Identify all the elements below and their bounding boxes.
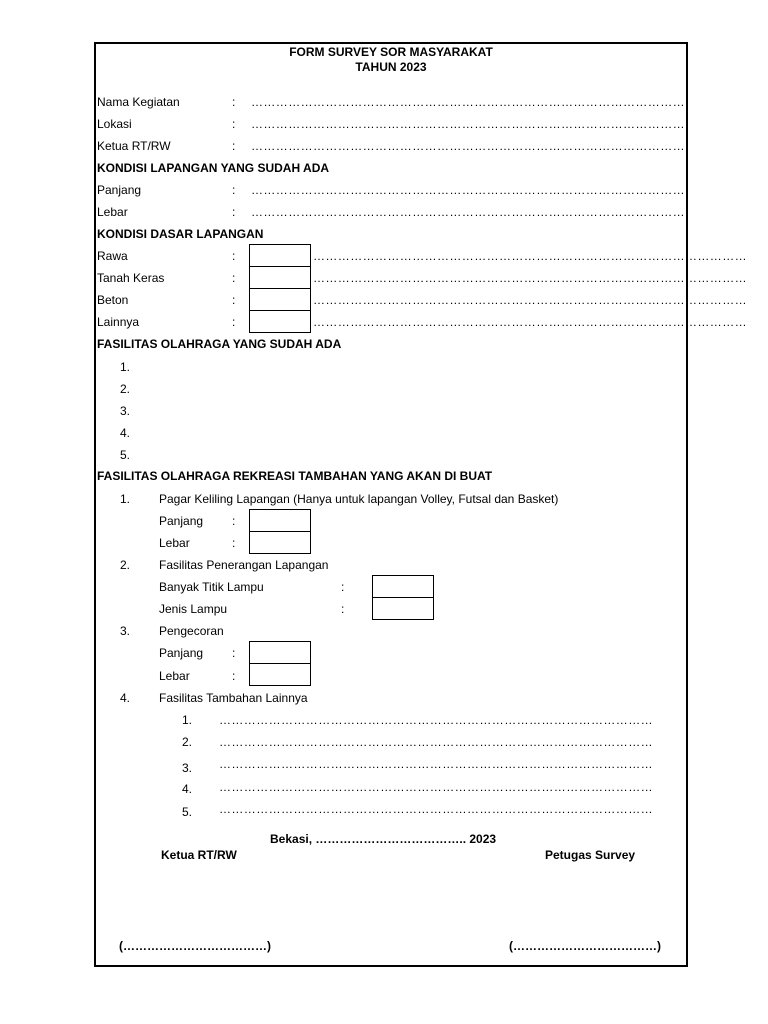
colon: : [232,249,236,263]
form-year: TAHUN 2023 [355,60,427,74]
tanah-keras-note-field[interactable]: …………………………………………………………………………………………… [313,271,747,285]
place-date: Bekasi, ……………………………….. 2023 [270,832,497,846]
fasilitas-lainnya-field-3[interactable]: …………………………………………………………………………………………… [219,757,653,771]
colon: : [232,183,236,197]
label-titik-lampu: Banyak Titik Lampu [159,580,264,594]
fasilitas-lainnya-field-2[interactable]: …………………………………………………………………………………………… [219,735,653,749]
colon: : [232,536,236,550]
sub-list-number: 3. [182,761,193,775]
label-lainnya: Lainnya [97,315,140,329]
list-number: 4. [120,426,131,440]
nama-kegiatan-field[interactable]: …………………………………………………………………………………………… [251,95,685,109]
list-number: 4. [120,691,131,705]
signature-ketua-field[interactable]: (………………………………) [119,939,271,953]
signer-petugas-label: Petugas Survey [545,848,636,862]
colon: : [232,646,236,660]
list-number: 1. [120,492,131,506]
list-number: 3. [120,404,131,418]
rawa-note-field[interactable]: …………………………………………………………………………………………… [313,249,747,263]
label-fasilitas-lainnya: Fasilitas Tambahan Lainnya [159,691,308,705]
label-beton: Beton [97,293,129,307]
colon: : [232,514,236,528]
colon: : [232,669,236,683]
label-jenis-lampu: Jenis Lampu [159,602,228,616]
list-number: 3. [120,624,131,638]
beton-note-field[interactable]: …………………………………………………………………………………………… [313,293,747,307]
label-lokasi: Lokasi [97,117,132,131]
list-number: 2. [120,558,131,572]
pengecoran-lebar-input[interactable] [249,663,311,686]
colon: : [232,139,236,153]
label-panjang: Panjang [97,183,142,197]
colon: : [232,271,236,285]
signature-petugas-field[interactable]: (………………………………) [509,939,661,953]
label-tanah-keras: Tanah Keras [97,271,165,285]
colon: : [232,293,236,307]
colon: : [232,95,236,109]
jenis-lampu-input[interactable] [372,597,434,620]
list-number: 5. [120,448,131,462]
colon: : [341,602,345,616]
label-lebar: Lebar [97,205,128,219]
sub-list-number: 4. [182,782,193,796]
pagar-lebar-input[interactable] [249,531,311,554]
list-number: 1. [120,360,131,374]
signer-ketua-label: Ketua RT/RW [161,848,237,862]
label-pagar-lebar: Lebar [159,536,190,550]
label-pengecoran-panjang: Panjang [159,646,204,660]
label-rawa: Rawa [97,249,128,263]
label-penerangan: Fasilitas Penerangan Lapangan [159,558,329,572]
pengecoran-panjang-input[interactable] [249,641,311,664]
heading-kondisi-lapangan: KONDISI LAPANGAN YANG SUDAH ADA [97,161,330,175]
fasilitas-lainnya-field-1[interactable]: …………………………………………………………………………………………… [219,713,653,727]
rawa-checkbox[interactable] [249,244,311,267]
tanah-keras-checkbox[interactable] [249,266,311,289]
heading-fasilitas-tambahan: FASILITAS OLAHRAGA REKREASI TAMBAHAN YANG AKAN DI BUAT [97,469,493,483]
fasilitas-lainnya-field-4[interactable]: …………………………………………………………………………………………… [219,780,653,794]
lokasi-field[interactable]: …………………………………………………………………………………………… [251,117,685,131]
colon: : [232,205,236,219]
label-pengecoran: Pengecoran [159,624,224,638]
lainnya-note-field[interactable]: …………………………………………………………………………………………… [313,315,747,329]
ketua-rt-rw-field[interactable]: …………………………………………………………………………………………… [251,139,685,153]
label-ketua-rt-rw: Ketua RT/RW [97,139,171,153]
colon: : [232,117,236,131]
sub-list-number: 1. [182,713,193,727]
label-pagar-panjang: Panjang [159,514,204,528]
label-pagar-keliling: Pagar Keliling Lapangan (Hanya untuk lapangan Volley, Futsal dan Basket) [159,492,559,506]
panjang-field[interactable]: …………………………………………………………………………………………… [251,183,685,197]
heading-fasilitas-ada: FASILITAS OLAHRAGA YANG SUDAH ADA [97,337,342,351]
fasilitas-lainnya-field-5[interactable]: …………………………………………………………………………………………… [219,802,653,816]
heading-kondisi-dasar: KONDISI DASAR LAPANGAN [97,227,264,241]
sub-list-number: 5. [182,805,193,819]
label-pengecoran-lebar: Lebar [159,669,190,683]
titik-lampu-input[interactable] [372,575,434,598]
lainnya-checkbox[interactable] [249,310,311,333]
lebar-field[interactable]: …………………………………………………………………………………………… [251,205,685,219]
colon: : [232,315,236,329]
label-nama-kegiatan: Nama Kegiatan [97,95,180,109]
beton-checkbox[interactable] [249,288,311,311]
list-number: 2. [120,382,131,396]
form-title: FORM SURVEY SOR MASYARAKAT [289,45,493,59]
sub-list-number: 2. [182,735,193,749]
colon: : [341,580,345,594]
pagar-panjang-input[interactable] [249,509,311,532]
